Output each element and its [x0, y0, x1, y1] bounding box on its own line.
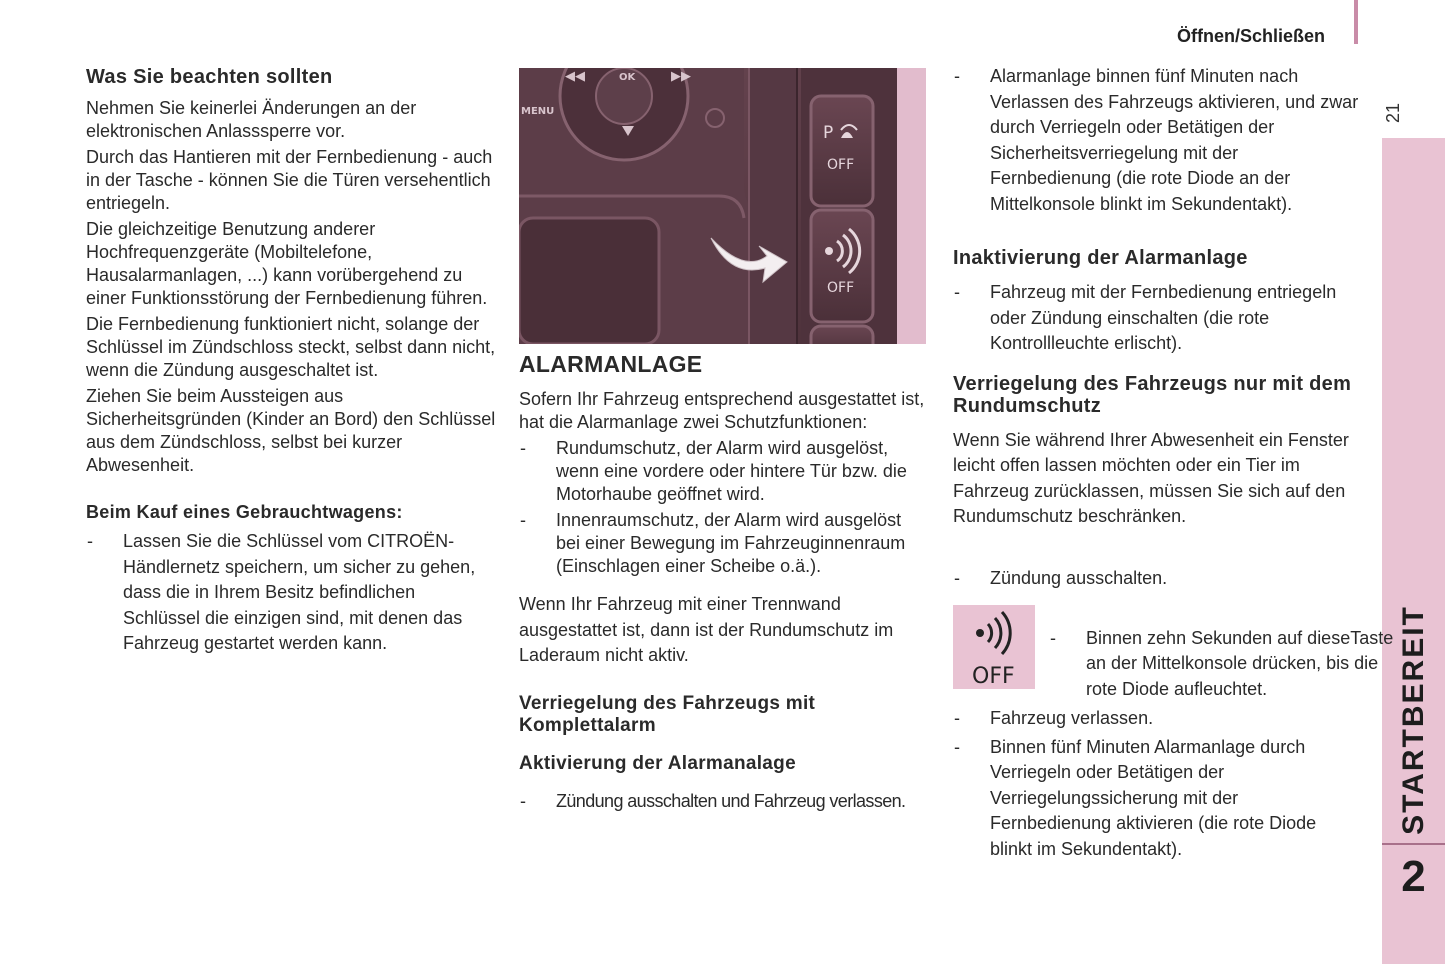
paragraph: Wenn Ihr Fahrzeug mit einer Trennwand ausgestattet ist, dann ist der Rundumschutz im Laderaum nicht aktiv.	[519, 594, 894, 665]
ok-label: OK	[619, 72, 636, 83]
dashboard-drawing	[519, 68, 926, 344]
park-button-letter: P	[823, 123, 834, 143]
list-dash: -	[1050, 627, 1056, 648]
list-item	[519, 509, 929, 578]
list-item	[953, 64, 1363, 217]
alarm-button-label: OFF	[827, 280, 855, 296]
paragraph: Ziehen Sie beim Aussteigen aus Sicherheitsgründen (Kinder an Bord) den Schlüssel aus dem Zündschloss, selbst bei kurzer Abwesenheit.	[86, 386, 496, 475]
off-icon-label: OFF	[972, 664, 1015, 689]
list-item	[953, 735, 1363, 863]
subheading-used-car: Beim Kauf eines Gebrauchtwagens:	[86, 502, 403, 522]
paragraph: Wenn Sie während Ihrer Abwesenheit ein Fenster leicht offen lassen möchten oder ein Tier im Fahrzeug zurücklassen, müssen Sie sich auf den Rundumschutz beschränken.	[953, 429, 1349, 526]
paragraph: Durch das Hantieren mit der Fernbedienung - auch in der Tasche - können Sie die Türen versehentlich entriegeln.	[86, 147, 493, 213]
paragraph: Sofern Ihr Fahrzeug entsprechend ausgestattet ist, hat die Alarmanlage zwei Schutzfunktionen:	[519, 389, 925, 432]
step-ignition-off	[953, 566, 1390, 592]
list-dash: -	[954, 66, 960, 86]
rewind-label: ◀◀	[565, 69, 585, 84]
list-item-text: Lassen Sie die Schlüssel vom CITROËN-Händlernetz speichern, um sicher zu gehen, dass die in Ihrem Besitz befindlichen Schlüssel die einzigen sind, mit denen das Fahrzeug gestartet werden kann.	[123, 531, 476, 653]
park-button-label: OFF	[827, 157, 855, 173]
column-left	[86, 66, 496, 657]
list-item-text: Zündung ausschalten.	[990, 568, 1168, 588]
forward-label: ▶▶	[671, 69, 691, 84]
column-middle	[519, 350, 929, 813]
list-dash: -	[954, 568, 960, 588]
subheading-deactivation: Inaktivierung der Alarmanlage	[953, 247, 1248, 269]
list-dash: -	[954, 282, 960, 302]
list-item	[953, 706, 1363, 732]
section-heading-notes: Was Sie beachten sollten	[86, 66, 333, 88]
chapter-tab	[1382, 138, 1445, 964]
list-item	[86, 529, 496, 657]
list-item	[953, 280, 1363, 357]
list-dash: -	[954, 736, 960, 757]
chapter-label-text: STARTBEREIT	[1396, 605, 1430, 835]
page-number	[1378, 96, 1408, 130]
list-dash: -	[954, 708, 960, 728]
alarm-wave-icon	[953, 605, 1035, 689]
subheading-perimeter: Verriegelung des Fahrzeugs nur mit dem Rundumschutz	[953, 372, 1352, 417]
paragraph: Die gleichzeitige Benutzung anderer Hochfrequenzgeräte (Mobiltelefone, Hausalarmanlagen, ...) kann vorübergehend zu einer Funktionsstörung der Fernbedienung führen.	[86, 219, 488, 308]
subheading-full-alarm: Verriegelung des Fahrzeugs mit Komplettalarm	[519, 692, 816, 736]
list-dash: -	[87, 531, 93, 551]
list-item-text: Alarmanlage binnen fünf Minuten nach Verlassen des Fahrzeugs aktivieren, und zwar durch Verriegeln oder Betätigen der Sicherheitsverriegelung mit der Fernbedienung (die rote Diode an der Mittelkonsole blinkt im Sekundentakt).	[990, 66, 1359, 214]
list-item-text: Rundumschutz, der Alarm wird ausgelöst, wenn eine vordere oder hintere Tür bzw. die Motorhaube geöffnet wird.	[556, 438, 907, 504]
list-dash: -	[520, 790, 526, 811]
section-heading-alarm: ALARMANLAGE	[519, 351, 703, 377]
column-right	[953, 64, 1363, 530]
menu-label: MENU	[521, 106, 555, 117]
steps-final	[953, 706, 1363, 862]
chapter-tab-divider	[1382, 843, 1445, 845]
list-dash: -	[520, 438, 526, 458]
list-item-text: Fahrzeug verlassen.	[990, 708, 1154, 728]
list-item-text: Binnen zehn Sekunden auf dieseTaste an der Mittelkonsole drücken, bis die rote Diode aufleuchtet.	[1086, 627, 1394, 699]
list-item	[519, 790, 929, 813]
list-item-text: Zündung ausschalten und Fahrzeug verlassen.	[556, 790, 906, 811]
running-header: Öffnen/Schließen	[1177, 26, 1326, 46]
paragraph: Die Fernbedienung funktioniert nicht, solange der Schlüssel im Zündschloss steckt, selbst dann nicht, wenn die Zündung ausgeschaltet ist.	[86, 314, 496, 380]
list-item-text: Innenraumschutz, der Alarm wird ausgelöst bei einer Bewegung im Fahrzeuginnenraum (Einschlagen einer Scheibe o.ä.).	[556, 510, 906, 576]
list-item-text: Binnen fünf Minuten Alarmanlage durch Verriegeln oder Betätigen der Verriegelungssicherung mit der Fernbedienung aktivieren (die rote Diode blinkt im Sekundentakt).	[990, 736, 1317, 859]
subheading-activation: Aktivierung der Alarmanalage	[519, 752, 796, 774]
chapter-number: 2	[1401, 852, 1426, 901]
paragraph: Nehmen Sie keinerlei Änderungen an der elektronischen Anlasssperre vor.	[86, 98, 417, 141]
alarm-button-illustration	[519, 68, 926, 344]
alarm-off-button-icon	[953, 605, 1035, 689]
header-divider	[1354, 0, 1358, 44]
list-item	[519, 437, 929, 506]
page-number-text: 21	[1383, 102, 1403, 124]
list-dash: -	[520, 510, 526, 530]
step-press-button	[1049, 626, 1404, 703]
list-item-text: Fahrzeug mit der Fernbedienung entriegeln oder Zündung einschalten (die rote Kontrollleuchte erlischt).	[990, 282, 1337, 353]
